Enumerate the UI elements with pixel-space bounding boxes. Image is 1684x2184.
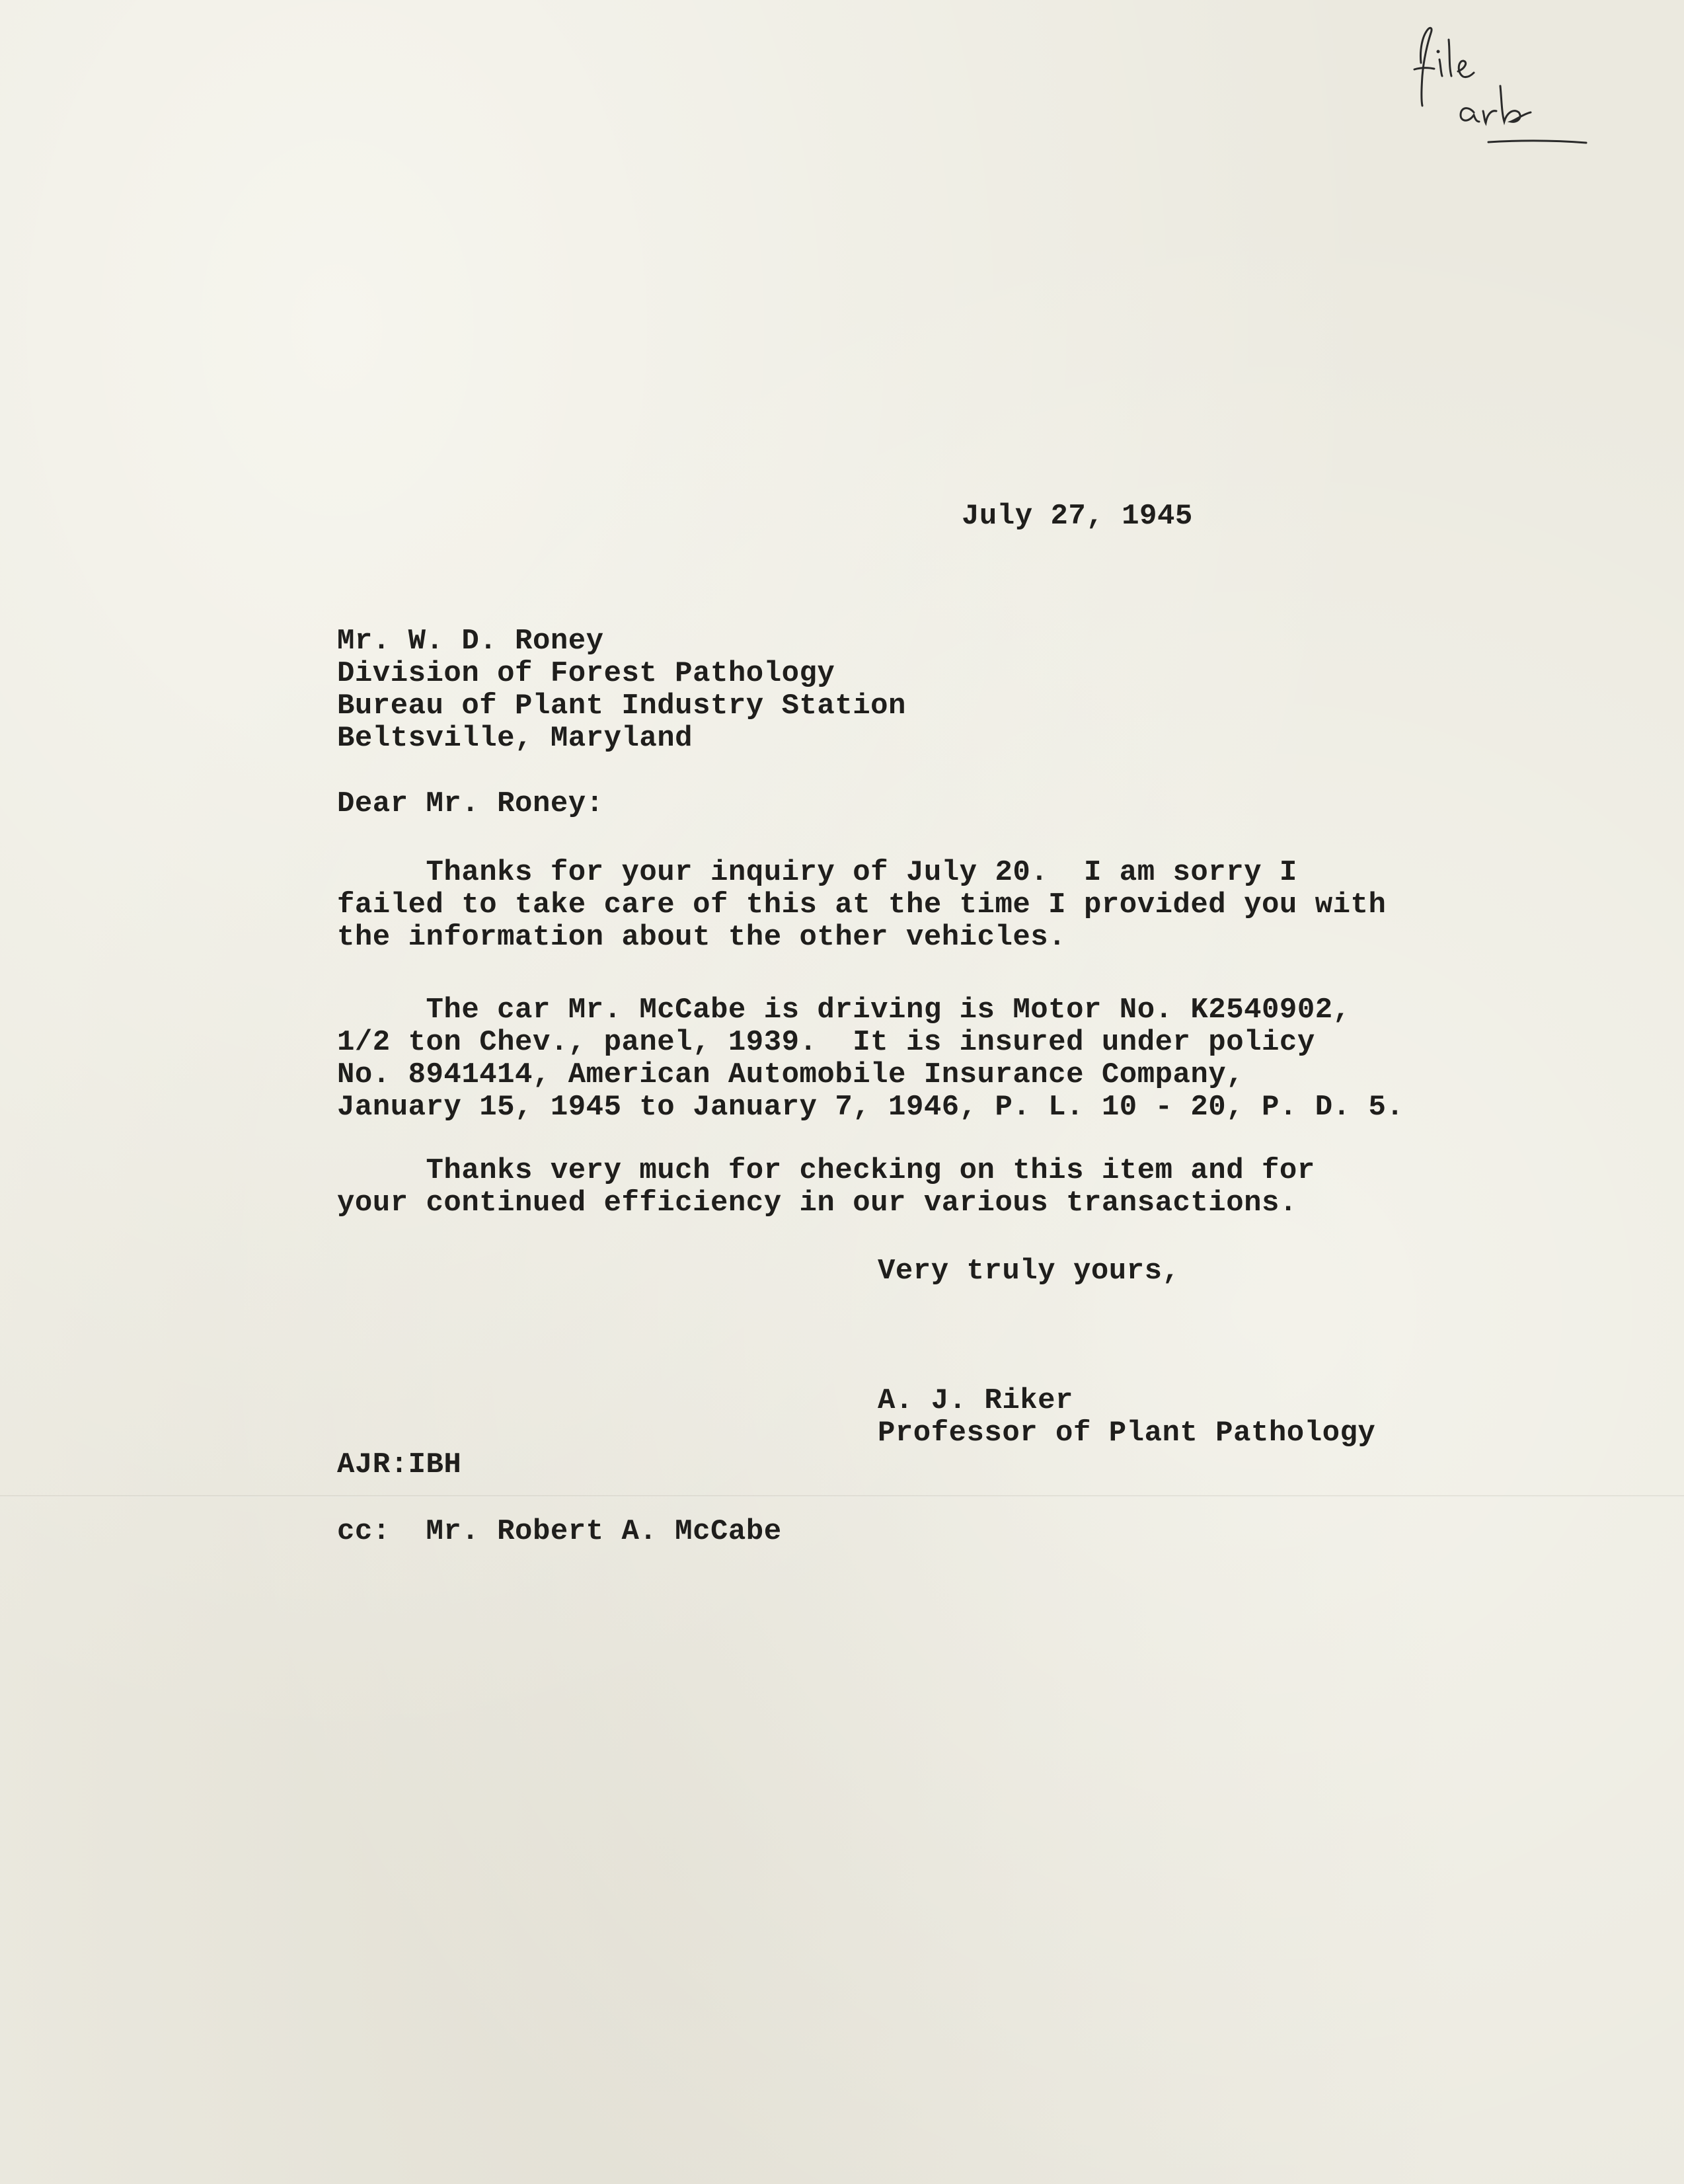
paragraph-line: The car Mr. McCabe is driving is Motor No. K2540902, bbox=[337, 994, 1351, 1027]
paragraph-line: your continued efficiency in our various transactions. bbox=[337, 1187, 1297, 1220]
reference-initials: AJR:IBH bbox=[337, 1448, 462, 1481]
paper-fold-crease bbox=[0, 1495, 1684, 1497]
paragraph-inquiry bbox=[337, 857, 1386, 954]
signer-name: A. J. Riker bbox=[878, 1384, 1073, 1417]
paragraph-line: the information about the other vehicles. bbox=[337, 921, 1067, 954]
recipient-division: Division of Forest Pathology bbox=[337, 657, 835, 690]
recipient-city: Beltsville, Maryland bbox=[337, 722, 693, 755]
complimentary-closing: Very truly yours, bbox=[878, 1255, 1180, 1288]
signature-block bbox=[878, 1385, 1375, 1450]
paragraph-line: No. 8941414, American Automobile Insurance Company, bbox=[337, 1058, 1244, 1091]
paragraph-vehicle-details bbox=[337, 994, 1404, 1124]
salutation: Dear Mr. Roney: bbox=[337, 787, 604, 820]
recipient-bureau: Bureau of Plant Industry Station bbox=[337, 689, 906, 722]
letter-date: July 27, 1945 bbox=[962, 500, 1193, 533]
paragraph-thanks bbox=[337, 1155, 1315, 1220]
paragraph-line: 1/2 ton Chev., panel, 1939. It is insured under policy bbox=[337, 1026, 1315, 1059]
handwritten-file-note bbox=[1408, 13, 1606, 145]
carbon-copy-line: cc: Mr. Robert A. McCabe bbox=[337, 1515, 782, 1548]
paragraph-line: Thanks for your inquiry of July 20. I am sorry I bbox=[337, 856, 1297, 889]
paragraph-line: January 15, 1945 to January 7, 1946, P. L. 10 - 20, P. D. 5. bbox=[337, 1091, 1404, 1124]
signer-title: Professor of Plant Pathology bbox=[878, 1417, 1376, 1450]
paragraph-line: failed to take care of this at the time I provided you with bbox=[337, 888, 1387, 921]
recipient-name: Mr. W. D. Roney bbox=[337, 625, 604, 658]
recipient-address bbox=[337, 625, 906, 755]
paragraph-line: Thanks very much for checking on this item and for bbox=[337, 1154, 1315, 1187]
